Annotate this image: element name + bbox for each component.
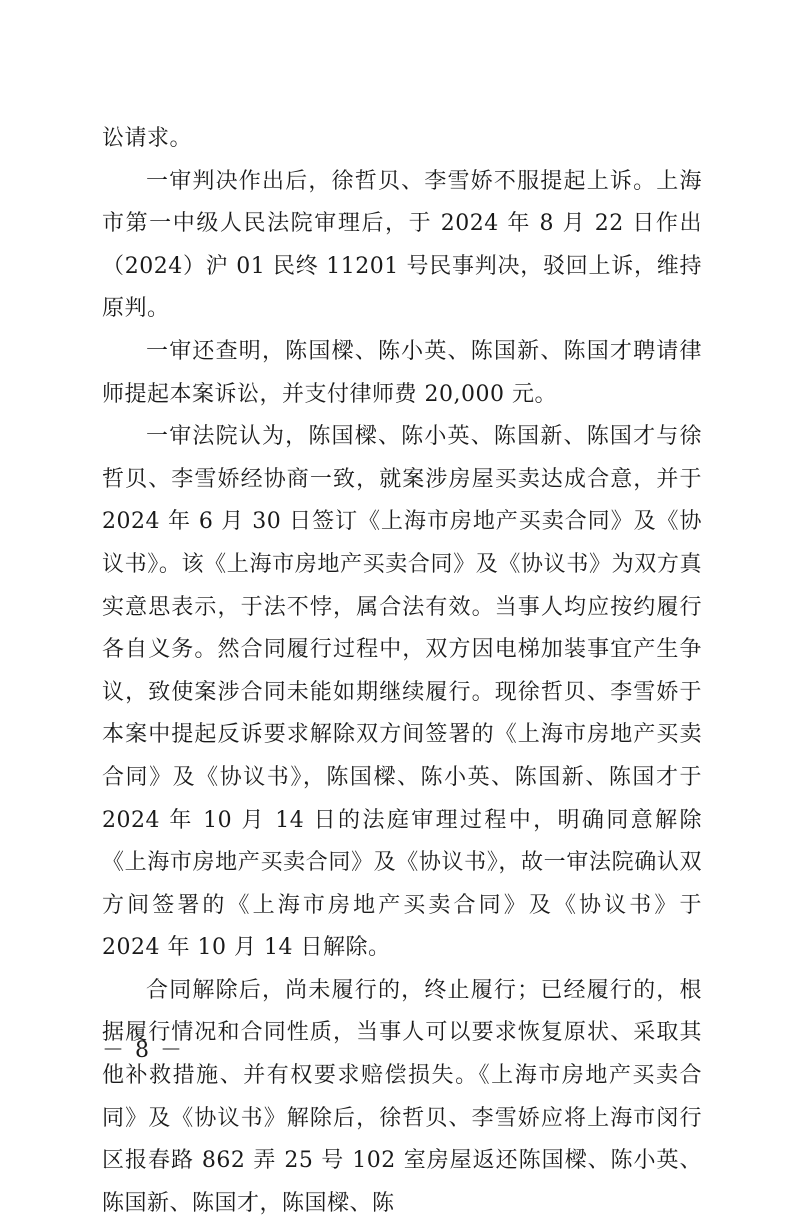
paragraph-contract-termination: 合同解除后，尚未履行的，终止履行；已经履行的，根据履行情况和合同性质，当事人可以要求恢复原状、采取其他补救措施、并有权要求赔偿损失。《上海市房地产买卖合同》及《协议书》解除后，徐哲贝、李雪娇应将上海市闵行区报春路 862 弄 25 号 102 室房屋返还陈国樑、陈小英、陈国新、陈国才，陈国樑、陈: [102, 977, 702, 1216]
paragraph-appeal: 一审判决作出后，徐哲贝、李雪娇不服提起上诉。上海市第一中级人民法院审理后，于 2024 年 8 月 22 日作出（2024）沪 01 民终 11201 号民事判决，驳回上诉，维持原判。: [102, 168, 702, 322]
paragraph-lawyer-fee: 一审还查明，陈国樑、陈小英、陈国新、陈国才聘请律师提起本案诉讼，并支付律师费 20,000 元。: [102, 338, 702, 407]
body-text: [102, 118, 702, 1225]
paragraph-court-opinion: 一审法院认为，陈国樑、陈小英、陈国新、陈国才与徐哲贝、李雪娇经协商一致，就案涉房屋买卖达成合意，并于 2024 年 6 月 30 日签订《上海市房地产买卖合同》及《协议书》。该《上海市房地产买卖合同》及《协议书》为双方真实意思表示，于法不悖，属合法有效。当事人均应按约履行各自义务。然合同履行过程中，双方因电梯加装事宜产生争议，致使案涉合同未能如期继续履行。现徐哲贝、李雪娇于本案中提起反诉要求解除双方间签署的《上海市房地产买卖合同》及《协议书》，陈国樑、陈小英、陈国新、陈国才于 2024 年 10 月 14 日的法庭审理过程中，明确同意解除《上海市房地产买卖合同》及《协议书》，故一审法院确认双方间签署的《上海市房地产买卖合同》及《协议书》于 2024 年 10 月 14 日解除。: [102, 424, 702, 961]
page-number: － 8 －: [102, 1038, 184, 1063]
paragraph-continuation: 讼请求。: [102, 126, 193, 151]
